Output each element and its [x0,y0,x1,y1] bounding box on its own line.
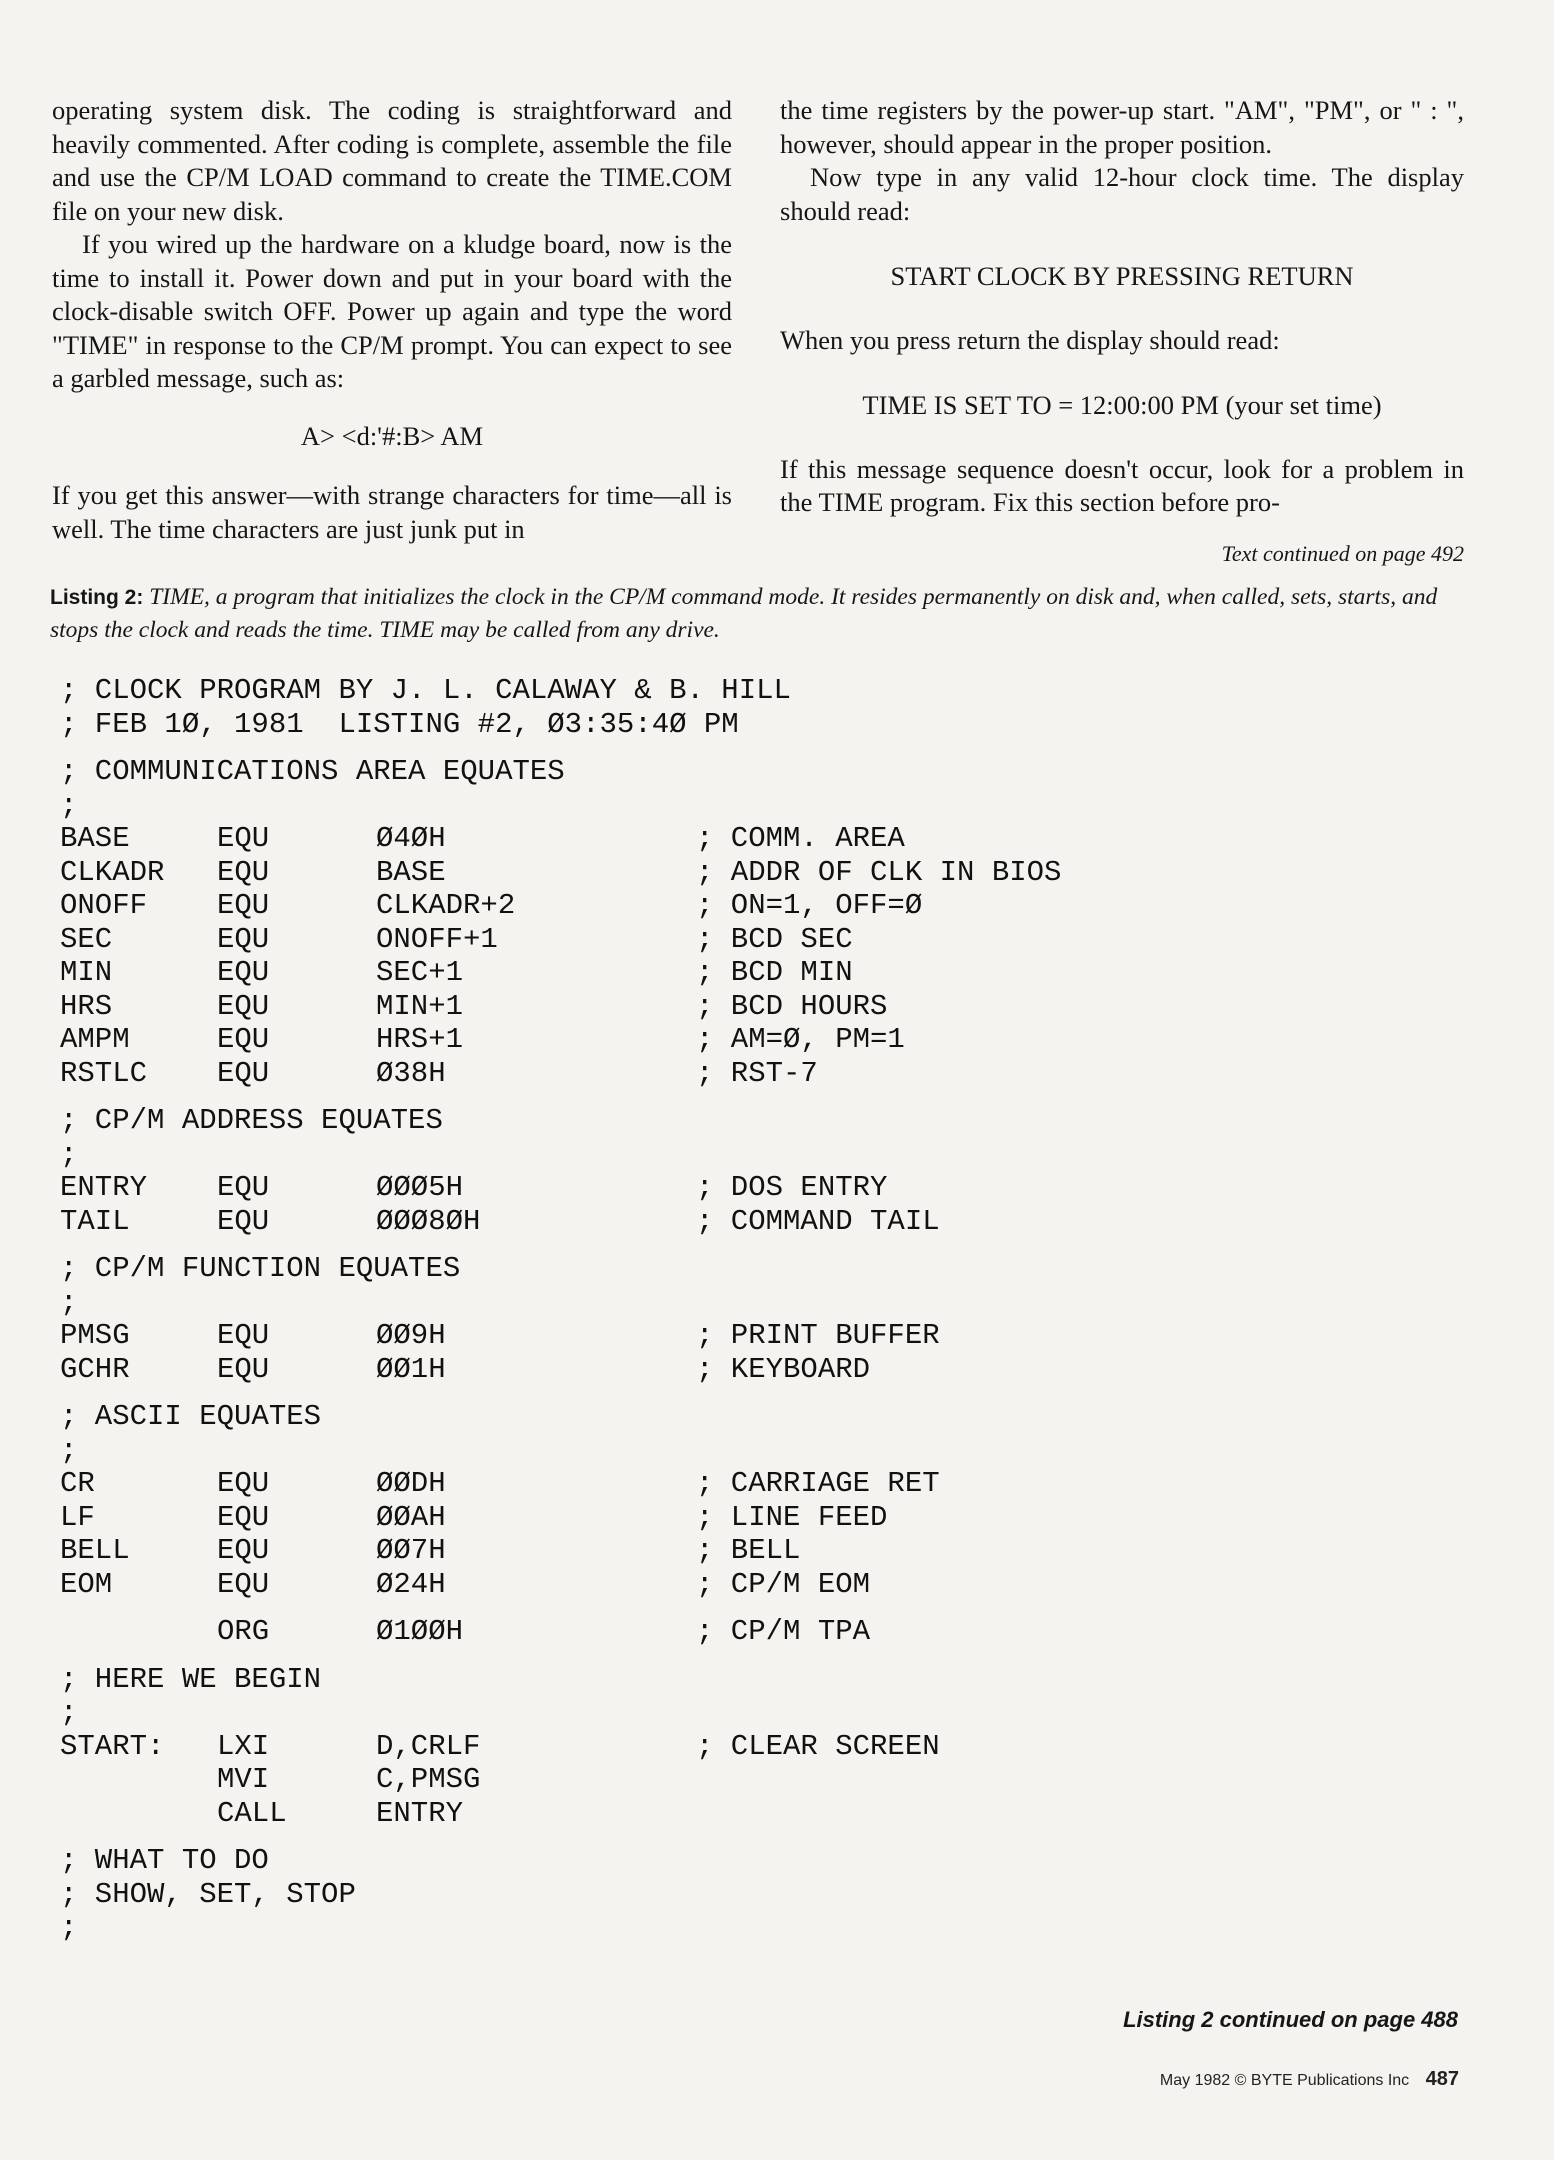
paragraph: Now type in any valid 12-hour clock time. The display should read: [780,162,1464,226]
code-operand: ØØ7H [376,1534,446,1567]
code-opcode: MVI [217,1763,270,1796]
code-label: ENTRY [60,1171,148,1204]
code-line [60,1023,1160,1057]
code-opcode: EQU [217,922,270,956]
code-comment: ; PRINT BUFFER [696,1319,940,1352]
code-label: EOM [60,1567,113,1601]
code-line [60,1286,1160,1320]
code-label: MIN [60,956,113,989]
code-opcode: CALL [217,1796,287,1830]
code-operand: ØØAH [376,1500,446,1534]
code-operand: BASE [376,855,446,889]
code-comment: ; RST-7 [696,1056,818,1090]
code-line [60,1171,1160,1205]
text-continued-note: Text continued on page 492 [1221,541,1464,566]
code-line [60,822,1160,856]
code-label: ; HERE WE BEGIN [60,1662,322,1696]
page-number: 487 [1425,2068,1459,2090]
code-operand: MIN+1 [376,989,464,1023]
listing-caption-label: Listing 2: [50,586,144,609]
code-label: BASE [60,822,130,855]
code-opcode: EQU [217,822,270,855]
right-text-column [780,94,1464,520]
code-line [60,1467,1160,1501]
code-line [60,1138,1160,1172]
code-line [60,956,1160,990]
code-opcode: EQU [217,1467,270,1500]
code-line [60,1568,1160,1602]
code-operand: ØØDH [376,1467,446,1500]
code-label: ONOFF [60,889,148,922]
listing-continued-note: Listing 2 continued on page 488 [1123,2007,1458,2032]
code-operand: ENTRY [376,1796,464,1830]
code-label: SEC [60,922,113,956]
code-line [60,1319,1160,1353]
code-line [60,1252,1160,1286]
code-label: RSTLC [60,1056,148,1090]
code-label: ; FEB 1Ø, 1981 LISTING #2, Ø3:35:4Ø PM [60,707,739,741]
code-comment: ; LINE FEED [696,1500,888,1534]
code-opcode: EQU [217,1056,270,1090]
paragraph: operating system disk. The coding is straightforward and heavily commented. After coding is complete, assemble the file and use the CP/M LOAD command to create the TIME.COM file on your new disk. [52,95,732,226]
code-operand: ØØØ8ØH [376,1204,481,1238]
code-label: ; ASCII EQUATES [60,1400,322,1433]
code-operand: CLKADR+2 [376,889,516,922]
code-opcode: EQU [217,1171,270,1204]
code-label: ; COMMUNICATIONS AREA EQUATES [60,755,565,788]
code-label: TAIL [60,1204,130,1238]
code-operand: ØØ1H [376,1352,446,1386]
code-line [60,1353,1160,1387]
code-opcode: ORG [217,1615,270,1648]
code-comment: ; CLEAR SCREEN [696,1729,940,1763]
code-opcode: EQU [217,989,270,1023]
code-opcode: EQU [217,1534,270,1567]
paragraph: If this message sequence doesn't occur, look for a problem in the TIME program. Fix this section before pro- [780,453,1464,517]
code-line [60,923,1160,957]
code-comment: ; COMM. AREA [696,822,905,855]
code-line [60,1501,1160,1535]
code-opcode: EQU [217,956,270,989]
code-line [60,1844,1160,1878]
code-line [60,1434,1160,1468]
code-operand: ONOFF+1 [376,922,498,956]
code-opcode: EQU [217,1567,270,1601]
code-comment: ; BCD SEC [696,922,853,956]
code-line [60,674,1160,708]
code-operand: C,PMSG [376,1763,481,1796]
code-comment: ; ON=1, OFF=Ø [696,889,923,922]
code-comment: ; ADDR OF CLK IN BIOS [696,855,1062,889]
code-opcode: LXI [217,1729,270,1763]
code-label: ; CLOCK PROGRAM BY J. L. CALAWAY & B. HILL [60,674,791,707]
code-opcode: EQU [217,1204,270,1238]
code-line [60,789,1160,823]
paragraph: When you press return the display should read: [780,324,1280,355]
code-comment: ; CP/M TPA [696,1615,871,1648]
code-line [60,1615,1160,1649]
code-line [60,1104,1160,1138]
code-operand: Ø24H [376,1567,446,1601]
code-operand: SEC+1 [376,956,464,989]
code-line [60,889,1160,923]
page-footer [1160,2068,1459,2091]
display-message-time-set: TIME IS SET TO = 12:00:00 PM (your set time) [862,390,1382,420]
code-comment: ; CP/M EOM [696,1567,871,1601]
garbled-message-example: A> <d:'#:B> AM [300,420,484,451]
code-opcode: EQU [217,1319,270,1352]
code-line [60,1730,1160,1764]
code-operand: Ø38H [376,1056,446,1090]
code-line [60,1797,1160,1831]
code-line [60,1534,1160,1568]
code-label: ; WHAT TO DO [60,1844,269,1877]
code-comment: ; DOS ENTRY [696,1171,888,1204]
code-comment: ; COMMAND TAIL [696,1204,940,1238]
code-listing [60,674,1160,1945]
code-operand: HRS+1 [376,1023,464,1056]
code-label: LF [60,1500,95,1534]
paragraph: If you wired up the hardware on a kludge board, now is the time to install it. Power down and put in your board with the clock-disable switch OFF. Power up again and type the word "TIME" in response to the CP/M prompt. You can expect to see a garbled message, such as: [52,229,732,393]
code-comment: ; BCD HOURS [696,989,888,1023]
code-operand: Ø1ØØH [376,1615,464,1648]
code-operand: ØØ9H [376,1319,446,1352]
code-label: ; [60,1696,78,1729]
code-operand: ØØØ5H [376,1171,464,1204]
code-comment: ; KEYBOARD [696,1352,871,1386]
code-opcode: EQU [217,1352,270,1386]
code-label: START: [60,1729,165,1763]
code-line [60,990,1160,1024]
code-line [60,1911,1160,1945]
publication-credit: May 1982 © BYTE Publications Inc [1159,2072,1410,2089]
left-text-column [52,94,732,546]
code-line [60,1400,1160,1434]
code-label: ; CP/M FUNCTION EQUATES [60,1252,461,1285]
code-line [60,1878,1160,1912]
code-comment: ; BELL [696,1534,801,1567]
code-label: CLKADR [60,855,165,889]
code-label: ; CP/M ADDRESS EQUATES [60,1104,443,1137]
listing-caption [50,581,1460,647]
code-line [60,708,1160,742]
code-operand: Ø4ØH [376,822,446,855]
code-comment: ; CARRIAGE RET [696,1467,940,1500]
code-opcode: EQU [217,1023,270,1056]
code-label: BELL [60,1534,130,1567]
code-opcode: EQU [217,855,270,889]
paragraph: If you get this answer—with strange characters for time—all is well. The time characters are just junk put in [52,480,732,544]
code-operand: D,CRLF [376,1729,481,1763]
code-label: ; [60,1911,78,1944]
code-comment: ; BCD MIN [696,956,853,989]
code-line [60,856,1160,890]
code-comment: ; AM=Ø, PM=1 [696,1023,905,1056]
code-label: ; [60,1285,78,1319]
code-label: ; SHOW, SET, STOP [60,1877,356,1911]
code-line [60,1763,1160,1797]
code-label: GCHR [60,1352,130,1386]
code-label: ; [60,1137,78,1171]
code-opcode: EQU [217,1500,270,1534]
code-label: CR [60,1467,95,1500]
paragraph: the time registers by the power-up start. "AM", "PM", or " : ", however, should appear in the proper position. [780,95,1464,159]
code-line [60,1205,1160,1239]
code-label: HRS [60,989,113,1023]
code-label: PMSG [60,1319,130,1352]
code-opcode: EQU [217,889,270,922]
listing-caption-text: TIME, a program that initializes the clock in the CP/M command mode. It resides permanently on disk and, when called, sets, starts, and stops the clock and reads the time. TIME may be called from any drive. [50,584,1438,643]
code-line [60,1696,1160,1730]
code-line [60,1663,1160,1697]
code-label: AMPM [60,1023,130,1056]
display-message-start: START CLOCK BY PRESSING RETURN [890,261,1354,291]
code-label: ; [60,788,78,822]
code-line [60,1057,1160,1091]
code-line [60,755,1160,789]
code-label: ; [60,1433,78,1467]
